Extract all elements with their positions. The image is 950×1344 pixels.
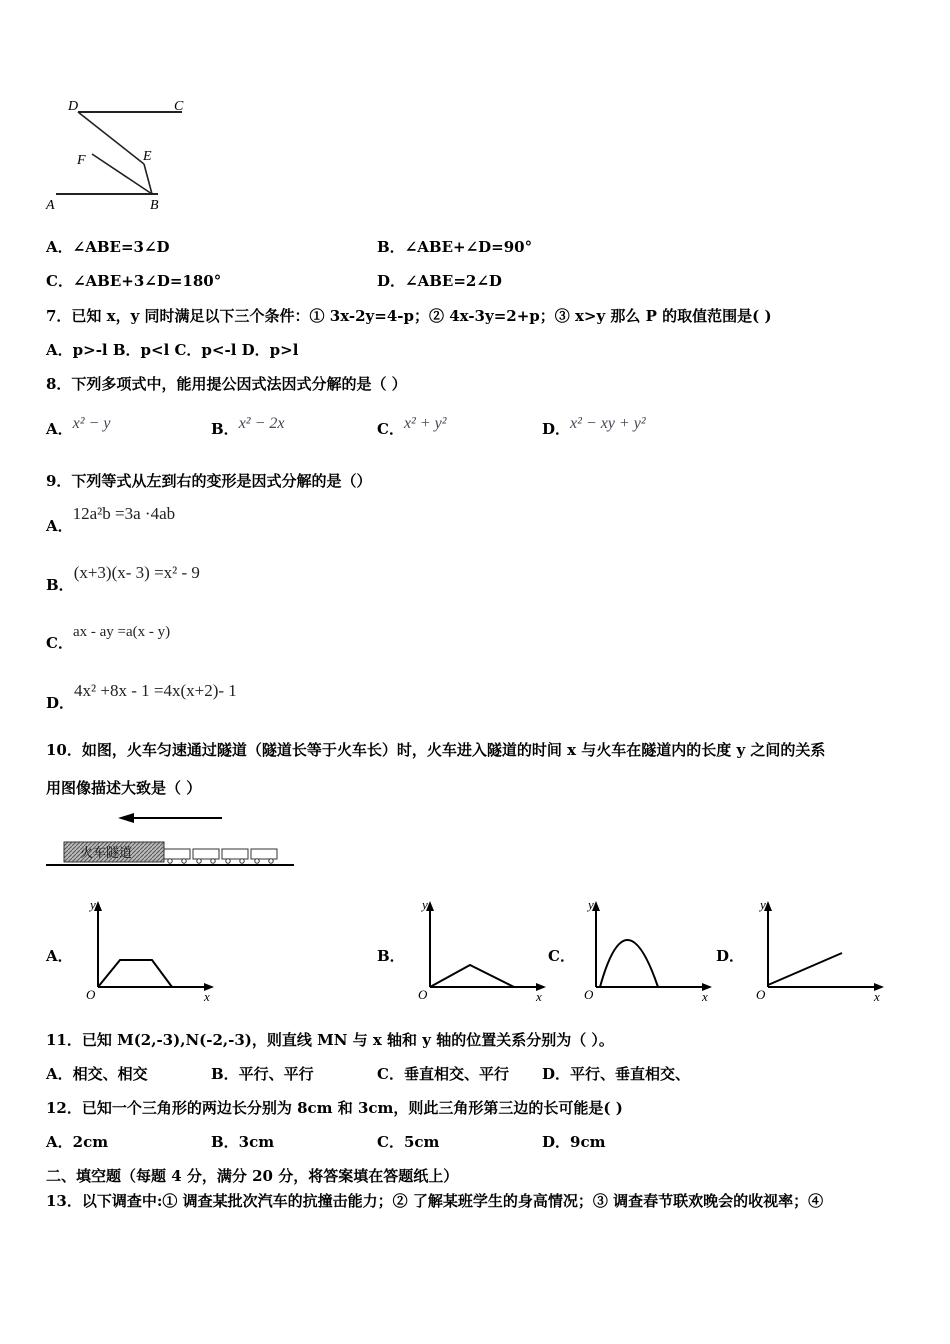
q7-stem: 7．已知 x，y 同时满足以下三个条件：① 3x-2y=4-p；② 4x-3y=2+p；③ x>y 那么 P 的取值范围是( ) [46,307,772,325]
q11-option-a[interactable]: A．相交、相交 [46,1065,148,1083]
q9-stem: 9．下列等式从左到右的变形是因式分解的是（） [46,472,372,490]
q10-option-a-label[interactable]: A． [46,947,73,965]
q10-graph-a[interactable] [80,895,220,1005]
svg-text:O: O [756,987,766,1002]
q12-option-a[interactable]: A．2cm [46,1133,109,1151]
q11-stem: 11．已知 M(2,-3),N(-2,-3)，则直线 MN 与 x 轴和 y 轴的位置关系分别为（ ）。 [46,1031,614,1049]
q10-stem-line1: 10．如图，火车匀速通过隧道（隧道长等于火车长）时，火车进入隧道的时间 x 与火车在隧道内的长度 y 之间的关系 [46,741,826,759]
q10-option-d-label[interactable]: D． [716,947,745,965]
q6-option-b[interactable]: B．∠ABE+∠D=90° [377,238,533,256]
q10-stem-line2: 用图像描述大致是（ ） [46,779,202,797]
svg-text:x: x [204,989,210,1004]
svg-text:O: O [584,987,594,1002]
svg-text:y: y [422,897,428,912]
line-de [78,112,144,164]
q12-option-c[interactable]: C．5cm [377,1133,440,1151]
svg-text:x: x [702,989,708,1004]
label-e: E [143,149,152,164]
arrow-head [118,813,134,823]
q10-graph-d[interactable] [750,895,890,1005]
q8-option-a[interactable]: A．x² − y [46,415,111,438]
q9-option-c[interactable]: C．ax - ay =a(x - y) [46,624,171,652]
q12-stem: 12．已知一个三角形的两边长分别为 8cm 和 3cm，则此三角形第三边的长可能是( ) [46,1099,623,1117]
q13-stem: 13．以下调查中:① 调查某批次汽车的抗撞击能力；② 了解某班学生的身高情况；③ 调查春节联欢晚会的收视率；④ [46,1192,824,1210]
q6-option-c[interactable]: C．∠ABE+3∠D=180° [46,272,222,290]
q8-stem: 8．下列多项式中，能用提公因式法因式分解的是（ ） [46,375,407,393]
q6-option-d[interactable]: D．∠ABE=2∠D [377,272,502,290]
tunnel-label: 火车隧道 [80,845,133,860]
q10-option-c-label[interactable]: C． [548,947,575,965]
svg-text:x: x [536,989,542,1004]
svg-text:x: x [874,989,880,1004]
q9-option-d[interactable]: D．4x² +8x - 1 =4x(x+2)- 1 [46,681,237,712]
label-a: A [46,198,55,213]
q11-option-d[interactable]: D．平行、垂直相交、 [542,1065,691,1083]
q8-option-c[interactable]: C．x² + y² [377,415,447,438]
q12-option-d[interactable]: D．9cm [542,1133,606,1151]
q8-option-b[interactable]: B．x² − 2x [211,415,285,438]
q6-option-a[interactable]: A．∠ABE=3∠D [46,238,170,256]
label-d: D [68,99,79,114]
q10-option-b-label[interactable]: B． [377,947,405,965]
q10-graph-b[interactable] [412,895,552,1005]
q11-option-b[interactable]: B．平行、平行 [211,1065,314,1083]
section-2-heading: 二、填空题（每题 4 分，满分 20 分，将答案填在答题纸上） [46,1167,459,1185]
q7-options[interactable]: A．p>-l B．p<l C．p<-l D．p>l [46,341,299,359]
svg-text:y: y [760,897,766,912]
tunnel-train-figure [44,810,299,872]
label-c: C [174,99,184,114]
svg-text:O: O [86,987,96,1002]
svg-text:O: O [418,987,428,1002]
q9-option-a[interactable]: A．12a²b =3a ·4ab [46,504,176,535]
q6-geometry-figure [40,92,200,217]
label-b: B [150,198,159,213]
q11-option-c[interactable]: C．垂直相交、平行 [377,1065,509,1083]
q10-graph-c[interactable] [578,895,718,1005]
q9-option-b[interactable]: B．(x+3)(x- 3) =x² - 9 [46,563,200,594]
svg-text:y: y [90,897,96,912]
q8-option-d[interactable]: D．x² − xy + y² [542,415,646,438]
train [164,849,277,863]
svg-text:y: y [588,897,594,912]
q12-option-b[interactable]: B．3cm [211,1133,275,1151]
label-f: F [77,153,86,168]
